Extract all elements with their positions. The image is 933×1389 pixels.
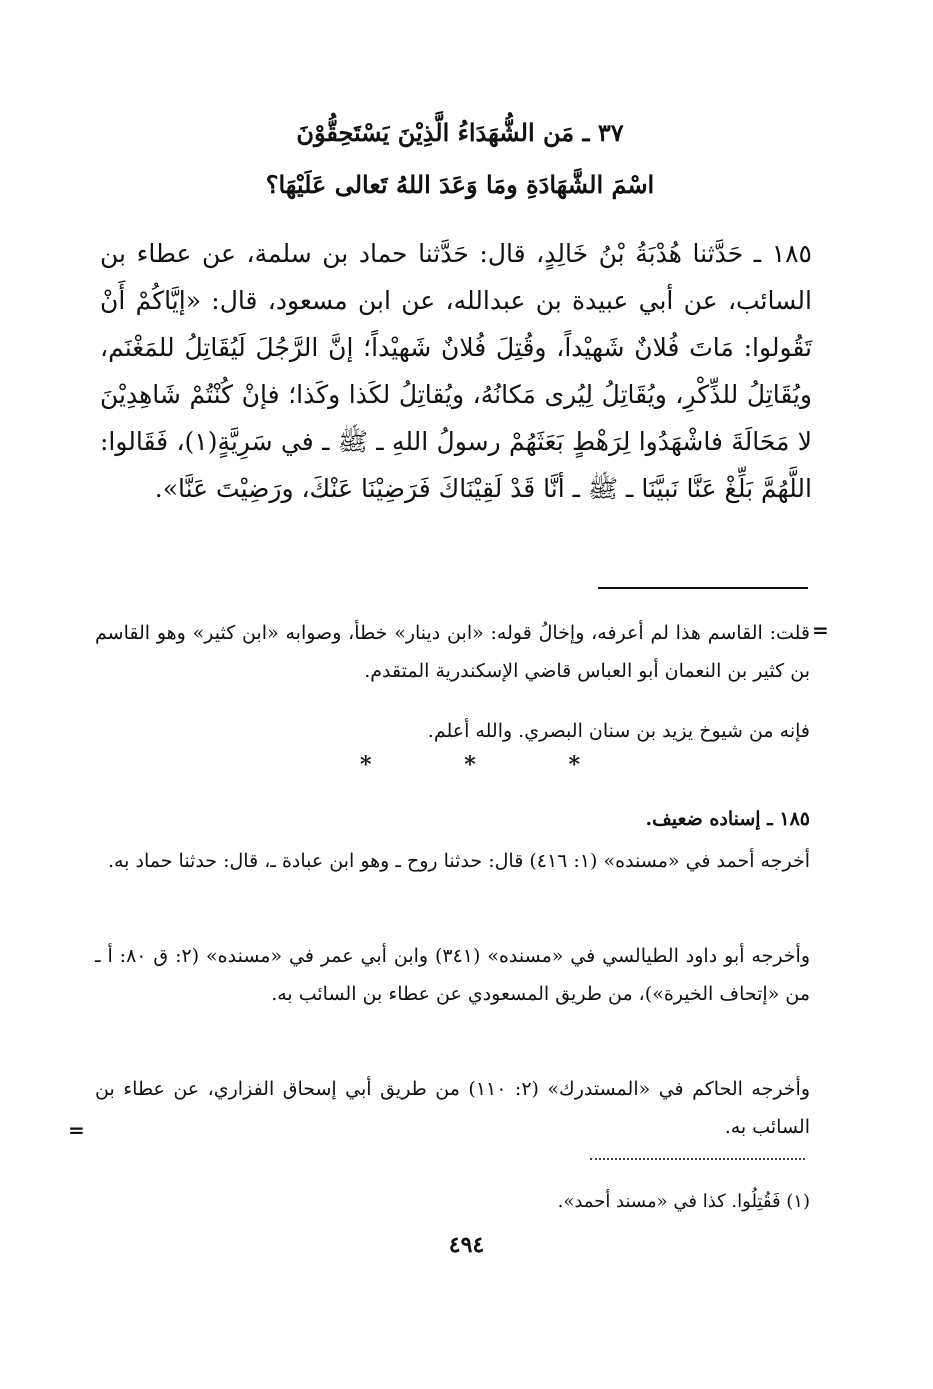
footnote-separator [590, 1158, 805, 1160]
note-text-4: وأخرجه أبو داود الطيالسي في «مسنده» (٣٤١) وابن أبي عمر في «مسنده» (٢: ق ٨٠: أ ـ من «إتحاف الخيرة»)، من طريق المسعودي عن عطاء بن السائب به. [95, 945, 810, 1005]
note-paragraph-2 [95, 712, 810, 750]
star: * [568, 752, 580, 778]
star: * [464, 752, 476, 778]
chapter-title-line-2: اسْمَ الشَّهَادَةِ ومَا وَعَدَ اللهُ تَعالى عَلَيْهَا؟ [265, 170, 655, 199]
section-divider-stars [360, 752, 580, 778]
note-text-2: فإنه من شيوخ يزيد بن سنان البصري. والله أعلم. [427, 720, 810, 742]
takhrij-heading: ١٨٥ ـ إسناده ضعيف. [645, 808, 810, 830]
page-number: ٤٩٤ [448, 1232, 485, 1258]
note-text-3: أخرجه أحمد في «مسنده» (١: ٤١٦) قال: حدثنا روح ـ وهو ابن عبادة ـ، قال: حدثنا حماد به. [107, 850, 810, 872]
continuation-marker-top: = [812, 618, 829, 642]
separator-rule [598, 587, 808, 589]
note-paragraph-3 [95, 842, 810, 880]
hadith-text-block [100, 230, 812, 512]
footnote: (١) فَقُتِلُوا. كذا في «مسند أحمد». [557, 1191, 810, 1212]
note-paragraph-4 [95, 937, 810, 1013]
note-text-1: قلت: القاسم هذا لم أعرفه، وإخالُ قوله: «ابن دينار» خطأ، وصوابه «ابن كثير» وهو القاسم بن كثير بن النعمان أبو العباس قاضي الإسكندرية المتقدم. [95, 622, 810, 682]
note-text-5: وأخرجه الحاكم في «المستدرك» (٢: ١١٠) من طريق أبي إسحاق الفزاري، عن عطاء بن السائب به. [95, 1078, 810, 1138]
chapter-title-line-1: ٣٧ ـ مَن الشُّهَدَاءُ الَّذِيْنَ يَسْتَحِقُّوْنَ [296, 118, 624, 147]
note-paragraph-1 [95, 614, 810, 690]
continuation-marker-bottom: = [68, 1118, 85, 1142]
hadith-text: ١٨٥ ـ حَدَّثنا هُدْبَةُ بْنُ خَالِدٍ، قال: حَدَّثنا حماد بن سلمة، عن عطاء بن السائب، عن أبي عبيدة بن عبدالله، عن ابن مسعود، قال: «إيَّاكُمْ أَنْ تَقُولوا: مَاتَ فُلانٌ شَهيْداً، وقُتِلَ فُلانٌ شَهيْداً؛ إنَّ الرَّجُلَ لَيُقَاتِلُ للمَغْنَم، ويُقَاتِلُ للذِّكْرِ، ويُقَاتِلُ لِيُرى مَكانُهُ، ويُقاتِلُ لكَذا وكَذا؛ فإنْ كُنْتُمْ شَاهِدِيْنَ لا مَحَالَةَ فاشْهَدُوا لِرَهْطٍ بَعَثَهُمْ رسولُ اللهِ ـ ﷺ ـ في سَرِيَّةٍ(١)، فَقَالوا: اللَّهُمَّ بَلِّغْ عَنَّا نَبيَّنَا ـ ﷺ ـ أنَّا قَدْ لَقِيْنَاكَ فَرَضِيْنَا عَنْكَ، ورَضِيْتَ عَنَّا». [100, 239, 813, 503]
star: * [360, 752, 372, 778]
note-paragraph-5 [95, 1070, 810, 1146]
